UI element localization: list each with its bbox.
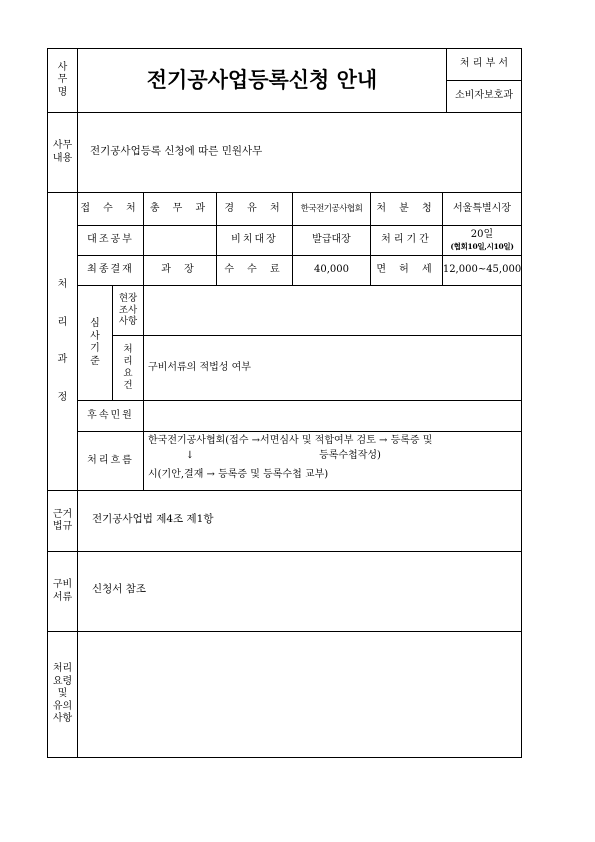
docs-text: 신청서 참조 bbox=[92, 583, 147, 596]
site-value bbox=[144, 286, 525, 335]
frame-bottom bbox=[47, 757, 522, 758]
row2-key1: 대조공부 bbox=[87, 234, 134, 246]
row3-val3: 12,000~45,000 bbox=[442, 264, 522, 276]
row1-val1: 총 무 과 bbox=[149, 202, 211, 214]
law-label: 근거 법규 bbox=[52, 508, 73, 532]
process-label: 처 리 과 정 bbox=[57, 279, 68, 403]
row3-key1: 최종결재 bbox=[87, 264, 134, 276]
flow-arrow: ↓ bbox=[185, 449, 195, 461]
row2-val2: 발급대장 bbox=[312, 234, 351, 246]
row2-key2: 비치대장 bbox=[231, 234, 278, 246]
row1-key2: 경 유 처 bbox=[224, 202, 285, 214]
content-text: 전기공사업등록 신청에 따른 민원사무 bbox=[90, 145, 263, 158]
row1-val2: 한국전기공사협회 bbox=[300, 203, 363, 214]
flow-line3: 시(기안,결재 → 등록증 및 등록수첩 교부) bbox=[148, 468, 329, 480]
row3-key2: 수 수 료 bbox=[224, 264, 285, 276]
row1-key3: 처 분 청 bbox=[376, 202, 437, 214]
row1-key1: 접 수 처 bbox=[80, 202, 141, 214]
review-label: 심 사 기 준 bbox=[90, 318, 100, 367]
row3-val1: 과 장 bbox=[161, 264, 199, 276]
separator-header bbox=[47, 112, 522, 113]
row2-val3-sub: (협회10일,시10일) bbox=[450, 242, 514, 252]
law-text: 전기공사업법 제4조 제1항 bbox=[92, 513, 214, 526]
flow-label: 처리흐름 bbox=[87, 454, 134, 466]
docs-label: 구비 서류 bbox=[52, 579, 73, 603]
flow-line2: 등록수첩작성) bbox=[319, 449, 381, 461]
row3-key3: 면 허 세 bbox=[376, 264, 437, 276]
samu-label: 사 무 명 bbox=[57, 61, 68, 98]
separator-law bbox=[47, 551, 522, 552]
separator-process bbox=[47, 490, 522, 491]
dept-value: 소비자보호과 bbox=[455, 90, 513, 102]
site-label: 현장 조사 사항 bbox=[118, 292, 138, 328]
row2-val3-main: 20일 bbox=[470, 228, 494, 240]
flow-line1: 한국전기공사협회(접수 →서면심사 및 적합여부 검토 → 등록증 및 bbox=[148, 434, 433, 446]
followup-label: 후속민원 bbox=[87, 409, 134, 421]
cond-label: 처 리 요 건 bbox=[123, 344, 133, 391]
row2-val1 bbox=[144, 226, 216, 255]
page-title: 전기공사업등록신청 안내 bbox=[146, 67, 378, 93]
row3-val2: 40,000 bbox=[314, 264, 349, 276]
notes-text bbox=[78, 632, 525, 757]
notes-label: 처리 요령 및 유의 사항 bbox=[52, 663, 73, 725]
dept-label: 처 리 부 서 bbox=[459, 58, 509, 70]
cond-value: 구비서류의 적법성 여부 bbox=[148, 361, 251, 373]
row2-key3: 처리기간 bbox=[381, 234, 432, 246]
followup-value bbox=[144, 401, 525, 431]
row1-val3: 서울특별시장 bbox=[453, 202, 511, 214]
content-label: 사무 내용 bbox=[52, 140, 73, 164]
